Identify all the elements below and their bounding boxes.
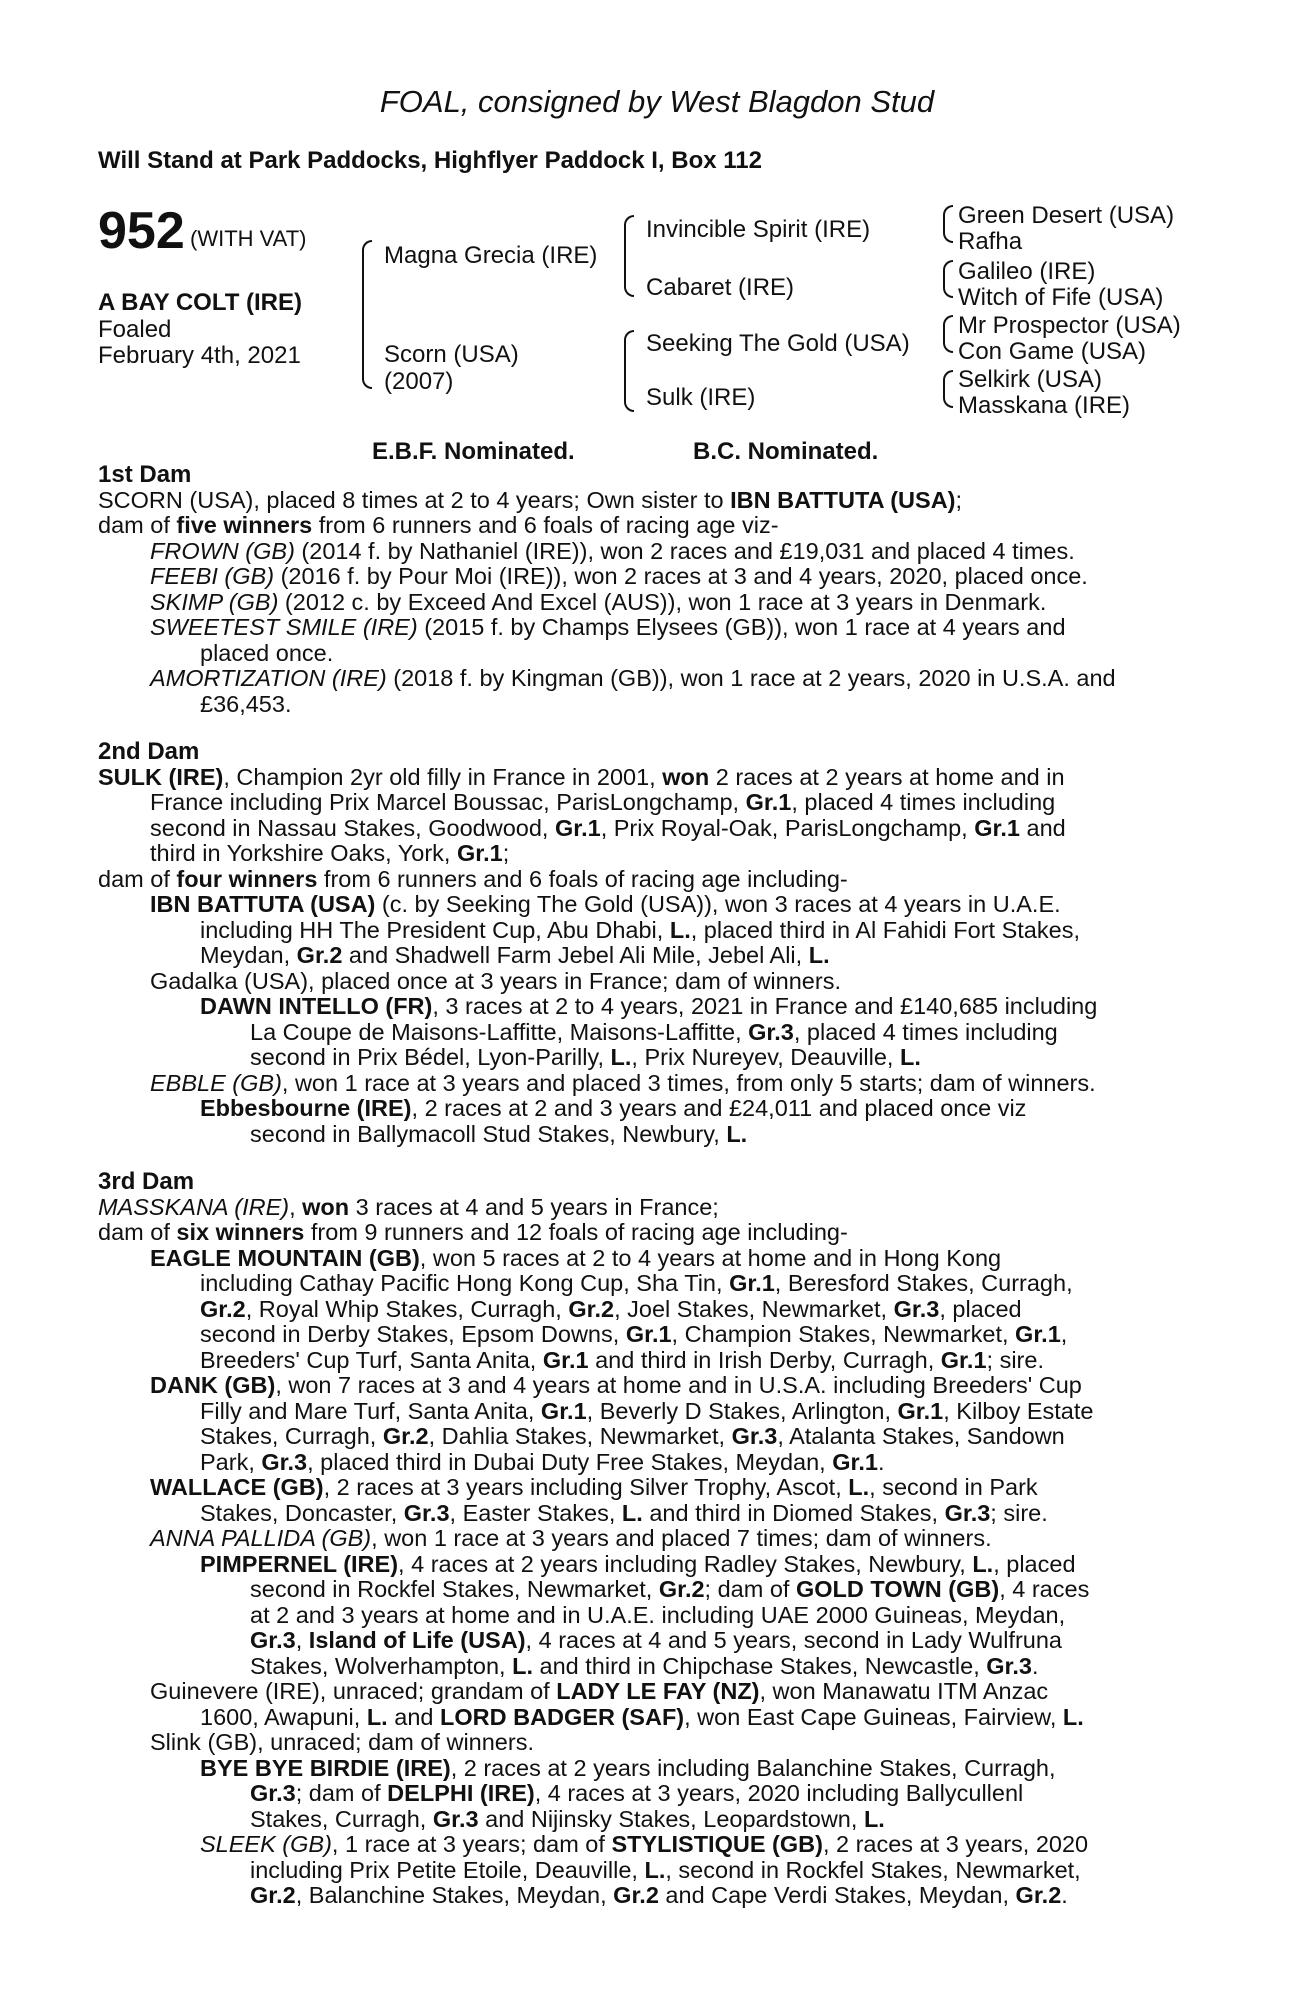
produce-wallace: WALLACE (GB), 2 races at 3 years including Silver Trophy, Ascot, L., second in Park [150, 1474, 1038, 1500]
pedigree-bracket [624, 330, 634, 412]
pedigree-bracket [943, 260, 953, 298]
pedigree-bracket [943, 205, 953, 243]
produce-ibn-battuta: IBN BATTUTA (USA) (c. by Seeking The Gold (USA)), won 3 races at 4 years in U.A.E. [150, 891, 1061, 917]
produce-sweetest-smile-cont: placed once. [200, 639, 334, 666]
pedigree-sdd: Witch of Fife (USA) [958, 284, 1164, 311]
second-dam-produce-summary: dam of four winners from 6 runners and 6 foals of racing age including- [98, 865, 848, 892]
pedigree-dsd: Con Game (USA) [958, 338, 1147, 365]
second-dam-entry: SULK (IRE), Champion 2yr old filly in France in 2001, won 2 races at 2 years at home and in [98, 763, 1065, 790]
produce-guinevere: Guinevere (IRE), unraced; grandam of LADY LE FAY (NZ), won Manawatu ITM Anzac [150, 1678, 1049, 1704]
produce-skimp: SKIMP (GB) (2012 c. by Exceed And Excel (AUS)), won 1 race at 3 years in Denmark. [150, 588, 1047, 615]
produce-frown: FROWN (GB) (2014 f. by Nathaniel (IRE)), won 2 races and £19,031 and placed 4 times. [150, 537, 1075, 564]
pedigree-ddd: Masskana (IRE) [958, 392, 1131, 419]
foaled-date: February 4th, 2021 [98, 342, 301, 369]
third-dam-produce-summary: dam of six winners from 9 runners and 12 foals of racing age including- [98, 1219, 848, 1245]
pedigree-ssd: Rafha [958, 228, 1023, 255]
first-dam-entry: SCORN (USA), placed 8 times at 2 to 4 years; Own sister to IBN BATTUTA (USA); [98, 486, 963, 513]
produce-sweetest-smile: SWEETEST SMILE (IRE) (2015 f. by Champs Elysees (GB)), won 1 race at 4 years and [150, 614, 1066, 640]
pedigree-sss: Green Desert (USA) [958, 202, 1175, 229]
catalogue-body: 1st Dam SCORN (USA), placed 8 times at 2 to 4 years; Own sister to IBN BATTUTA (USA); dam of five winners from 6 runners and 6 foals of racing age viz- FROWN (GB) (2014 f. by Nathaniel (IRE)), won 2 races and £19,031 and placed 4 times. FEEBI (GB) (2016 f. by Pour Moi (IRE)), won 2 races at 3 and 4 years, 2020, placed once. SKIMP (GB) (2012 c. by Exceed And Excel (AUS)), won 1 race at 3 years in Denmark. SWEETEST SMILE (IRE) (2015 f. by Champs Elysees (GB)), won 1 race at 4 years and placed once. AMORTIZATION (IRE) (2018 f. by Kingman (GB)), won 1 race at 2 years, 2020 in U.S.A. and £36,453. 2nd Dam SULK (IRE), Champion 2yr old filly in France in 2001, won 2 races at 2 years at home and in France including Prix Marcel Boussac, ParisLongchamp, Gr.1, placed 4 times including second in Nassau Stakes, Goodwood, Gr.1, Prix Royal-Oak, ParisLongchamp, Gr.1 and third in Yorkshire Oaks, York, Gr.1; dam of four winners from 6 runners and 6 foals of racing age including- IBN BATTUTA (USA) (c. by Seeking The Gold (USA)), won 3 races at 4 years in U.A.E. including HH The President Cup, Abu Dhabi, L., placed third in Al Fahidi Fort Stakes, Meydan, Gr.2 and Shadwell Farm Jebel Ali Mile, Jebel Ali, L. Gadalka (USA), placed once at 3 years in France; dam of winners. DAWN INTELLO (FR), 3 races at 2 to 4 years, 2021 in France and £140,685 including La Coupe de Maisons-Laffitte, Maisons-Laffitte, Gr.3, placed 4 times including second in Prix Bédel, Lyon-Parilly, L., Prix Nureyev, Deauville, L. EBBLE (GB), won 1 race at 3 years and placed 3 times, from only 5 starts; dam of winners. Ebbesbourne (IRE), 2 races at 2 and 3 years and £24,011 and placed once viz second in Ballymacoll Stud Stakes, Newbury, L. 3rd Dam MASSKANA (IRE), won 3 races at 4 and 5 years in France; dam of six winners from 9 runners and 12 foals of racing age including- EAGLE MOUNTAIN (GB), won 5 races at 2 to 4 years at home and in Hong Kong including Cathay Pacific Hong Kong Cup, Sha Tin, Gr.1, Beresford Stakes, Curragh, Gr.2, Royal Whip Stakes, Curragh, Gr.2, Joel Stakes, Newmarket, Gr.3, placed second in Derby Stakes, Epsom Downs, Gr.1, Champion Stakes, Newmarket, Gr.1, Breeders' Cup Turf, Santa Anita, Gr.1 and third in Irish Derby, Curragh, Gr.1; sire. DANK (GB), won 7 races at 3 and 4 years at home and in U.S.A. including Breeders' Cup Filly and Mare Turf, Santa Anita, Gr.1, Beverly D Stakes, Arlington, Gr.1, Kilboy Estate Stakes, Curragh, Gr.2, Dahlia Stakes, Newmarket, Gr.3, Atalanta Stakes, Sandown Park, Gr.3, placed third in Dubai Duty Free Stakes, Meydan, Gr.1. WALLACE (GB), 2 races at 3 years including Silver Trophy, Ascot, L., second in Park Stakes, Doncaster, Gr.3, Easter Stakes, L. and third in Diomed Stakes, Gr.3; sire. ANNA PALLIDA (GB), won 1 race at 3 years and placed 7 times; dam of winners. PIMPERNEL (IRE), 4 races at 2 years including Radley Stakes, Newbury, L., placed second in Rockfel Stakes, Newmarket, Gr.2; dam of GOLD TOWN (GB), 4 races at 2 and 3 years at home and in U.A.E. including UAE 2000 Guineas, Meydan, Gr.3, Island of Life (USA), 4 races at 4 and 5 years, second in Lady Wulfruna Stakes, Wolverhampton, L. and third in Chipchase Stakes, Newcastle, Gr.3. Guinevere (IRE), unraced; grandam of LADY LE FAY (NZ), won Manawatu ITM Anzac 1600, Awapuni, L. and LORD BADGER (SAF), won East Cape Guineas, Fairview, L. Slink (GB), unraced; dam of winners. BYE BYE BIRDIE (IRE), 2 races at 2 years including Balanchine Stakes, Curragh, Gr.3; dam of DELPHI (IRE), 4 races at 3 years, 2020 including Ballycullenl Stakes, Curragh, Gr.3 and Nijinsky Stakes, Leopardstown, L. SLEEK (GB), 1 race at 3 years; dam of STYLISTIQUE (GB), 2 races at 3 years, 2020 including Prix Petite Etoile, Deauville, L., second in Rockfel Stakes, Newmarket, Gr.2, Balanchine Stakes, Meydan, Gr.2 and Cape Verdi Stakes, Meydan, Gr.2. [98, 462, 1206, 1909]
produce-gadalka: Gadalka (USA), placed once at 3 years in France; dam of winners. [150, 967, 841, 994]
first-dam-produce-summary: dam of five winners from 6 runners and 6 foals of racing age viz- [98, 512, 779, 538]
pedigree-dam: Scorn (USA) [384, 341, 519, 368]
lot-number: 952 [98, 202, 185, 260]
produce-amortization-cont: £36,453. [200, 690, 292, 717]
pedigree-bracket [362, 240, 372, 389]
bc-nomination: B.C. Nominated. [693, 438, 879, 465]
pedigree-bracket [943, 370, 953, 408]
pedigree-sire-sire: Invincible Spirit (IRE) [646, 216, 871, 243]
pedigree-bracket [943, 315, 953, 353]
pedigree-dam-dam: Sulk (IRE) [646, 384, 756, 411]
produce-anna-pallida: ANNA PALLIDA (GB), won 1 race at 3 years and placed 7 times; dam of winners. [150, 1525, 992, 1551]
produce-sleek: SLEEK (GB), 1 race at 3 years; dam of STYLISTIQUE (GB), 2 races at 3 years, 2020 [200, 1831, 1089, 1857]
pedigree-sire: Magna Grecia (IRE) [384, 242, 598, 269]
foaled-label: Foaled [98, 316, 172, 343]
horse-description: A BAY COLT (IRE) [98, 289, 303, 316]
stand-location: Will Stand at Park Paddocks, Highflyer Paddock I, Box 112 [98, 147, 762, 174]
ebf-nomination: E.B.F. Nominated. [372, 438, 575, 465]
second-dam-heading: 2nd Dam [98, 738, 200, 765]
third-dam-entry: MASSKANA (IRE), won 3 races at 4 and 5 years in France; [98, 1193, 719, 1220]
pedigree-sds: Galileo (IRE) [958, 258, 1096, 285]
third-dam-heading: 3rd Dam [98, 1168, 195, 1195]
produce-slink: Slink (GB), unraced; dam of winners. [150, 1729, 534, 1755]
pedigree-dss: Mr Prospector (USA) [958, 312, 1181, 339]
produce-dawn-intello: DAWN INTELLO (FR), 3 races at 2 to 4 years, 2021 in France and £140,685 including [200, 993, 1098, 1019]
produce-ebbesbourne: Ebbesbourne (IRE), 2 races at 2 and 3 years and £24,011 and placed once viz [200, 1095, 1027, 1121]
produce-eagle-mountain: EAGLE MOUNTAIN (GB), won 5 races at 2 to 4 years at home and in Hong Kong [150, 1244, 1002, 1271]
first-dam-heading: 1st Dam [98, 461, 192, 488]
pedigree-sire-dam: Cabaret (IRE) [646, 274, 795, 301]
produce-pimpernel: PIMPERNEL (IRE), 4 races at 2 years including Radley Stakes, Newbury, L., placed [200, 1550, 1076, 1577]
vat-note: (WITH VAT) [190, 226, 307, 251]
produce-feebi: FEEBI (GB) (2016 f. by Pour Moi (IRE)), won 2 races at 3 and 4 years, 2020, placed once. [150, 563, 1088, 589]
produce-bye-bye-birdie: BYE BYE BIRDIE (IRE), 2 races at 2 years including Balanchine Stakes, Curragh, [200, 1754, 1056, 1781]
consignor-line: FOAL, consigned by West Blagdon Stud [379, 84, 935, 119]
pedigree-dam-year: (2007) [384, 368, 454, 395]
pedigree-dds: Selkirk (USA) [958, 366, 1103, 393]
produce-ebble: EBBLE (GB), won 1 race at 3 years and placed 3 times, from only 5 starts; dam of winners. [150, 1069, 1096, 1096]
produce-dank: DANK (GB), won 7 races at 3 and 4 years at home and in U.S.A. including Breeders' Cup [150, 1372, 1082, 1398]
pedigree-bracket [624, 215, 634, 297]
pedigree-dam-sire: Seeking The Gold (USA) [646, 330, 910, 357]
produce-amortization: AMORTIZATION (IRE) (2018 f. by Kingman (GB)), won 1 race at 2 years, 2020 in U.S.A. and [150, 665, 1116, 691]
